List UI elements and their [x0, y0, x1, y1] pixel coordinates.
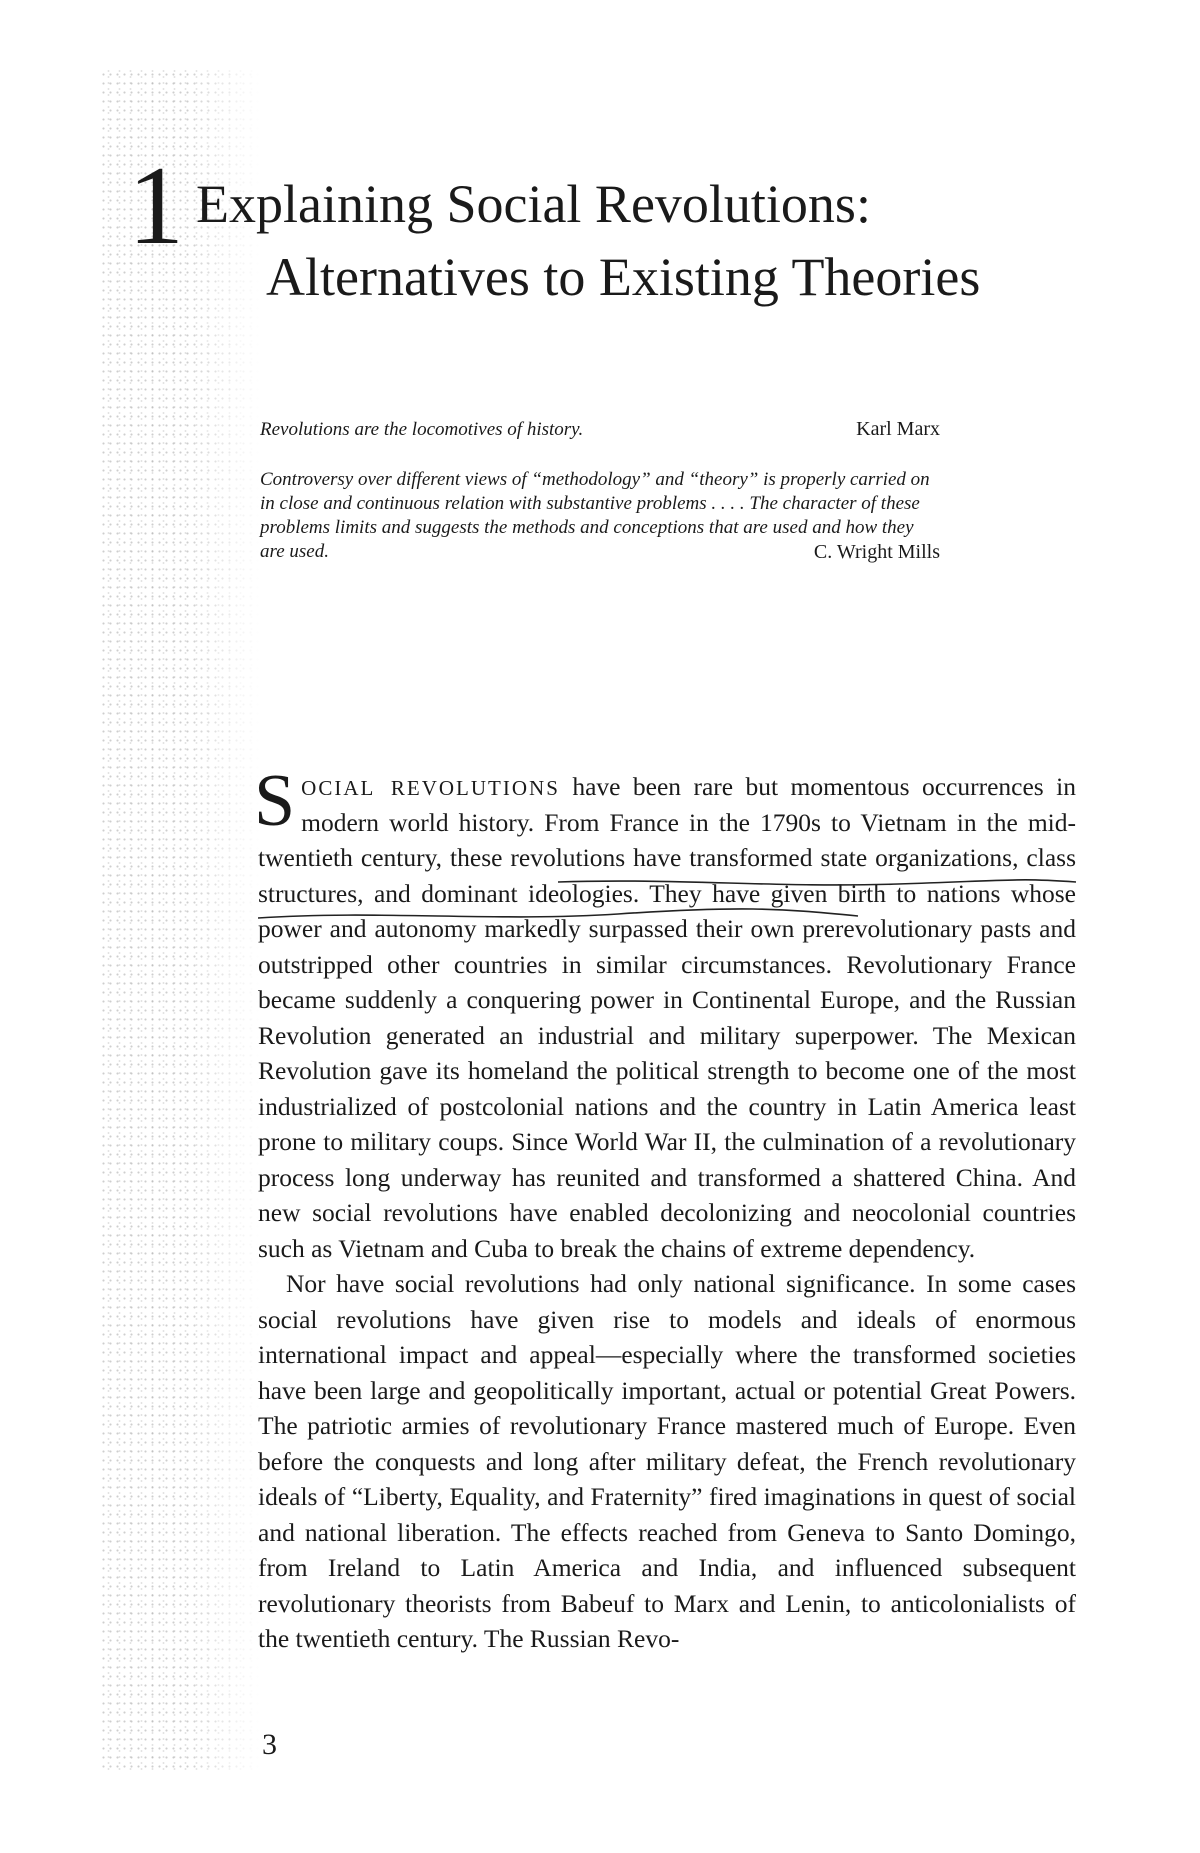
- body-text: [254, 760, 1076, 1657]
- scan-margin-noise: [100, 70, 260, 1770]
- drop-cap: S: [254, 760, 296, 842]
- epigraph-attribution: C. Wright Mills: [813, 541, 940, 563]
- epigraph-quote: Controversy over different views of “methodology” and “theory” is properly carried on in close and continuous relation with substantive problems . . . . The character of these problems limits and suggests the methods and conceptions that are used and how they are used.: [260, 469, 930, 562]
- chapter-title-line-1: Explaining Social Revolutions:: [196, 174, 871, 234]
- paragraph-2: Nor have social revolutions had only national significance. In some cases social revolutions have given rise to models and ideals of enormous international impact and appeal—especially where the transformed societies have been large and geopolitically important, actual or potential Great Powers. The patriotic armies of revolutionary France mastered much of Europe. Even before the conquests and long after military defeat, the French revolutionary ideals of “Liberty, Equality, and Fraternity” fired imaginations in quest of social and national liberation. The effects reached from Geneva to Santo Domingo, from Ireland to Latin America and India, and influenced subsequent revolutionary theorists from Babeuf to Marx and Lenin, to anticolonialists of the twentieth century. The Russian Revo-: [258, 1269, 1076, 1653]
- epigraph-marx: [260, 418, 940, 442]
- paragraph-1: [254, 760, 1076, 1266]
- epigraph-mills: [260, 468, 940, 564]
- chapter-number: 1: [128, 144, 184, 268]
- chapter-title-line-2: Alternatives to Existing Theories: [266, 247, 981, 307]
- page-number: 3: [262, 1728, 277, 1761]
- epigraph-quote: Revolutions are the locomotives of history.: [260, 419, 584, 440]
- epigraph-attribution: Karl Marx: [856, 418, 940, 440]
- lead-smallcaps: ocial revolutions: [301, 769, 560, 802]
- paragraph-1-text: have been rare but momentous occurrences in modern world history. From France in the 1790s to Vietnam in the mid-twentieth century, these revolutions have transformed state organizations, class structures, and dominant ideologies. They have given birth to nations whose power and autonomy markedly surpassed their own prerevolutionary pasts and outstripped other countries in similar circumstances. Revolutionary France became suddenly a conquering power in Continental Europe, and the Russian Revolution generated an industrial and military superpower. The Mexican Revolution gave its homeland the political strength to become one of the most industrialized of postcolonial nations and the country in Latin America least prone to military coups. Since World War II, the culmination of a revolutionary process long underway has reunited and transformed a shattered China. And new social revolutions have enabled decolonizing and neocolonial countries such as Vietnam and Cuba to break the chains of extreme dependency.: [258, 772, 1076, 1263]
